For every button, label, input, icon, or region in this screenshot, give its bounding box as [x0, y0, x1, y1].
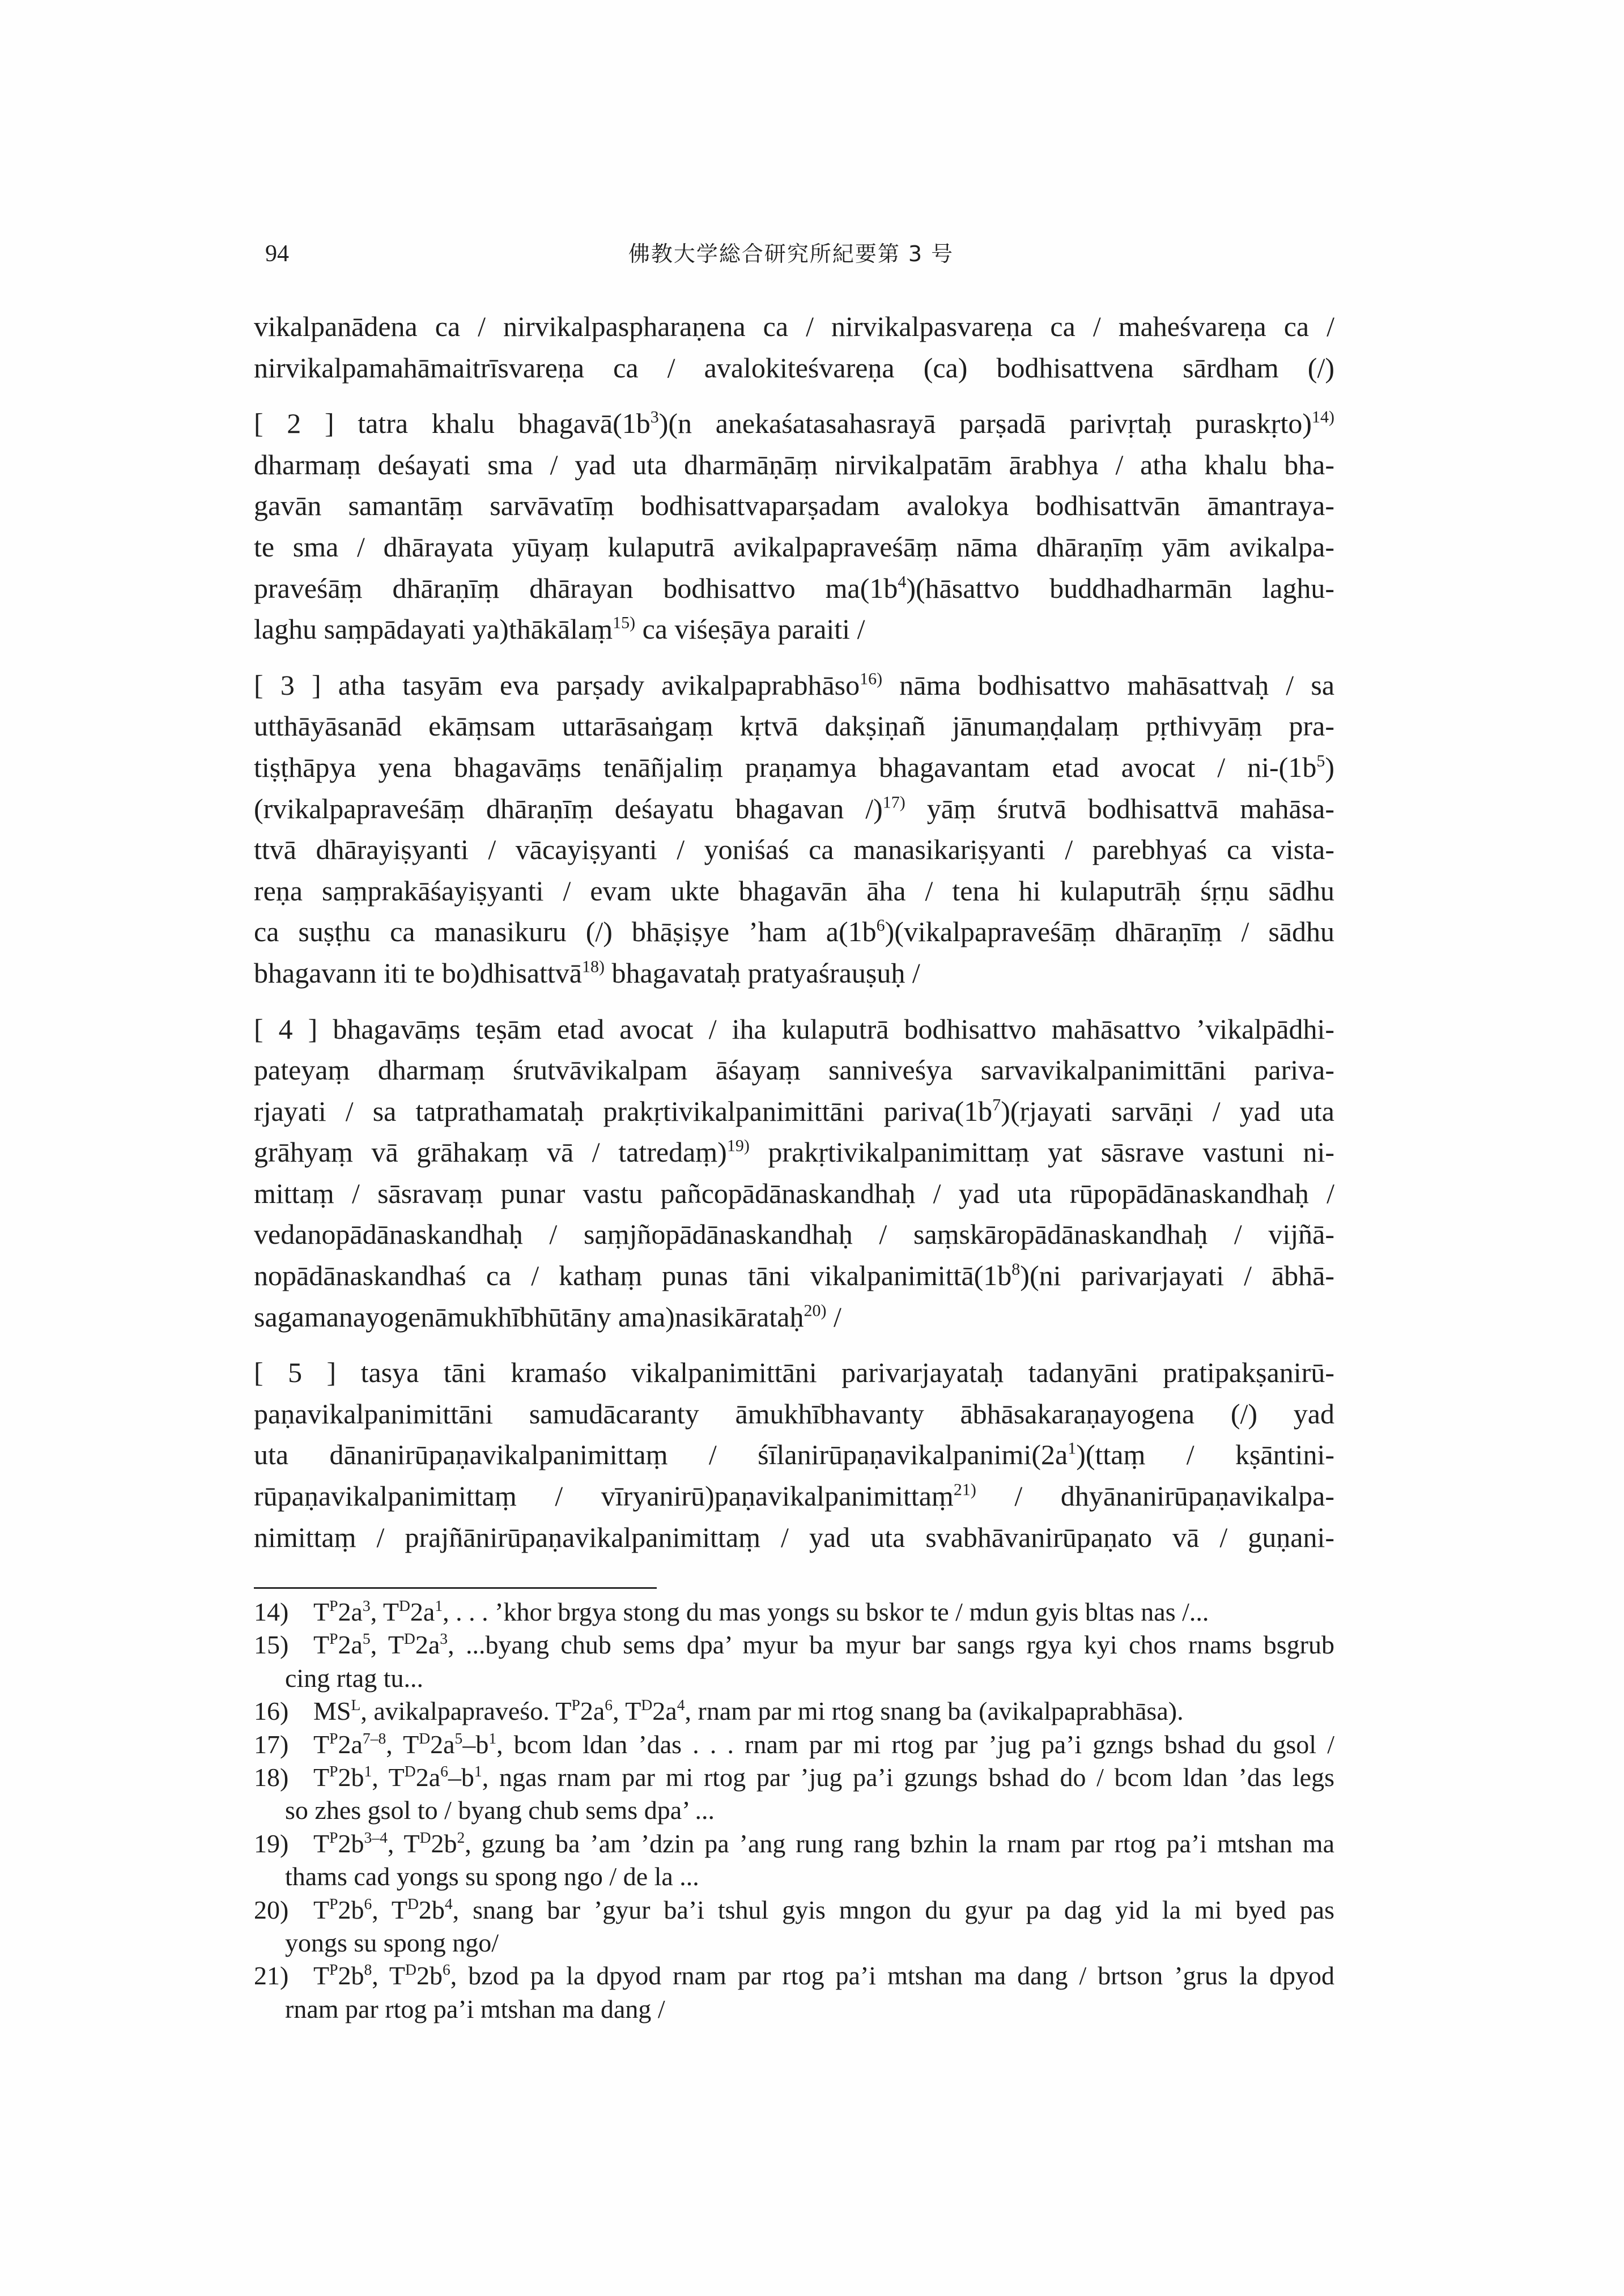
text-run: 2b: [338, 1895, 364, 1924]
superscript: D: [404, 1762, 416, 1780]
text-line: [254, 1434, 1334, 1476]
text-run: , T: [370, 1630, 404, 1660]
footnote-text: [285, 1596, 1334, 1629]
text-run: 2b: [338, 1961, 364, 1991]
text-line: [254, 1173, 1334, 1214]
superscript: 20): [804, 1301, 827, 1320]
text-line: [254, 347, 1334, 389]
footnote-rule: [254, 1587, 657, 1589]
text-run: grāhyaṃ vā grāhakaṃ vā / tatredaṃ): [254, 1136, 727, 1168]
footnote-text: [285, 1894, 1334, 1960]
text-run: so zhes gsol to / byang chub sems dpa’ ...: [285, 1796, 715, 1825]
superscript: P: [329, 1762, 338, 1780]
superscript: 2: [457, 1828, 465, 1846]
text-line: [254, 1352, 1334, 1393]
footnote-line: [285, 1993, 1334, 2026]
text-line: [254, 306, 1334, 347]
page-number: 94: [265, 241, 289, 267]
superscript: P: [329, 1894, 338, 1912]
footnote-number: 19): [254, 1829, 289, 1858]
text-run: prakṛtivikalpanimittaṃ yat sāsrave vastuni ni-: [749, 1136, 1334, 1168]
superscript: 1: [488, 1729, 497, 1747]
text-line: [254, 1255, 1334, 1296]
superscript: 1: [1068, 1439, 1077, 1458]
footnote-line: [285, 1728, 1334, 1761]
superscript: 14): [1312, 407, 1334, 427]
footnote-line: [285, 1761, 1334, 1794]
text-run: [ 3 ] atha tasyām eva parṣady avikalpaprabhāso: [254, 669, 860, 701]
text-line: [254, 870, 1334, 912]
text-run: ttvā dhārayiṣyanti / vācayiṣyanti / yoniśaś ca manasikariṣyanti / parebhyaś ca vista-: [254, 834, 1334, 866]
text-run: 2a: [430, 1729, 455, 1759]
footnote: [254, 1629, 1334, 1695]
paragraph: [254, 1352, 1334, 1558]
text-run: sagamanayogenāmukhībhūtāny ama)nasikārataḥ: [254, 1300, 804, 1333]
text-run: paṇavikalpanimittāni samudācaranty āmukhībhavanty ābhāsakaraṇayogena (/) yad: [254, 1397, 1334, 1430]
text-run: 2b: [338, 1762, 364, 1792]
superscript: 3: [362, 1596, 371, 1614]
text-run: , ngas rnam par mi rtog par ’jug pa’i gzungs bshad do / bcom ldan ’das legs: [482, 1762, 1334, 1792]
text-run: nirvikalpamahāmaitrīsvareṇa ca / avalokiteśvareṇa (ca) bodhisattvena sārdham (/): [254, 351, 1334, 384]
text-run: praveśāṃ dhāraṇīṃ dhārayan bodhisattvo ma(1b: [254, 572, 898, 604]
superscript: 4: [444, 1894, 453, 1912]
text-run: pateyaṃ dharmaṃ śrutvāvikalpam āśayaṃ sanniveśya sarvavikalpanimittāni pariva-: [254, 1054, 1334, 1086]
text-line: [254, 829, 1334, 870]
text-run: , bcom ldan ’das . . . rnam par mi rtog par ’jug pa’i gzngs bshad du gsol /: [496, 1729, 1334, 1759]
text-run: T: [313, 1762, 330, 1792]
text-run: 2b: [418, 1895, 445, 1924]
paragraph: [254, 306, 1334, 388]
text-run: , gzung ba ’am ’dzin pa ’ang rung rang bzhin la rnam par rtog pa’i mtshan ma: [465, 1829, 1334, 1858]
text-run: nāma bodhisattvo mahāsattvaḥ / sa: [882, 669, 1335, 701]
text-run: utthāyāsanād ekāṃsam uttarāsaṅgaṃ kṛtvā dakṣiṇañ jānumaṇḍalaṃ pṛthivyāṃ pra-: [254, 710, 1334, 742]
text-run: MS: [313, 1697, 351, 1726]
text-line: [254, 911, 1334, 953]
superscript: 5: [1316, 751, 1325, 771]
superscript: P: [329, 1729, 338, 1747]
text-run: 2a: [338, 1597, 363, 1626]
text-run: )(ni parivarjayati / ābhā-: [1020, 1260, 1334, 1292]
superscript: D: [407, 1894, 419, 1912]
text-run: T: [313, 1895, 330, 1924]
text-line: [254, 705, 1334, 747]
superscript: 8: [1011, 1260, 1021, 1279]
paragraph: [254, 403, 1334, 650]
footnote-text: [285, 1695, 1334, 1728]
superscript: P: [571, 1696, 580, 1714]
superscript: D: [641, 1696, 653, 1714]
footnote-line: [285, 1695, 1334, 1728]
footnotes: [254, 1596, 1334, 2026]
footnote-number: 20): [254, 1895, 289, 1924]
superscript: 6: [605, 1696, 613, 1714]
text-line: [254, 568, 1334, 609]
text-run: , T: [613, 1697, 641, 1726]
text-run: , T: [372, 1895, 407, 1924]
text-run: T: [313, 1597, 330, 1626]
superscript: 17): [882, 792, 905, 811]
text-run: [ 2 ] tatra khalu bhagavā(1b: [254, 407, 651, 440]
footnote-text: [285, 1629, 1334, 1695]
superscript: 16): [860, 669, 883, 688]
text-run: 2b: [338, 1829, 364, 1858]
superscript: 18): [582, 957, 605, 976]
text-run: gavān samantāṃ sarvāvatīṃ bodhisattvaparṣadam avalokya bodhisattvān āmantraya-: [254, 490, 1334, 522]
footnote-text: [285, 1959, 1334, 2026]
text-run: , T: [387, 1829, 420, 1858]
text-run: dharmaṃ deśayati sma / yad uta dharmāṇāṃ nirvikalpatām ārabhya / atha khalu bha-: [254, 448, 1334, 481]
text-run: )(ttaṃ / kṣāntini-: [1076, 1439, 1334, 1471]
text-run: T: [313, 1829, 330, 1858]
superscript: 3–4: [364, 1828, 388, 1846]
text-line: [254, 1049, 1334, 1091]
footnote-number: 14): [254, 1597, 289, 1626]
superscript: 7–8: [362, 1729, 386, 1747]
text-run: –b: [448, 1762, 474, 1792]
text-run: laghu saṃpādayati ya)thākālaṃ: [254, 613, 613, 645]
superscript: 6: [440, 1762, 448, 1780]
text-run: –b: [462, 1729, 489, 1759]
text-run: ): [1325, 751, 1334, 783]
text-line: [254, 1009, 1334, 1050]
text-run: bhagavataḥ pratyaśrauṣuḥ /: [605, 956, 920, 989]
text-run: thams cad yongs su spong ngo / de la ...: [285, 1862, 699, 1891]
text-line: [254, 1132, 1334, 1173]
footnote-line: [285, 1860, 1334, 1893]
superscript: D: [398, 1596, 410, 1614]
superscript: 6: [442, 1961, 450, 1979]
superscript: 4: [898, 572, 907, 591]
footnote-number: 16): [254, 1697, 289, 1726]
text-run: T: [313, 1630, 330, 1660]
footnote-number: 18): [254, 1762, 289, 1792]
text-run: rjayati / sa tatprathamataḥ prakṛtivikalpanimittāni pariva(1b: [254, 1095, 993, 1127]
text-line: [254, 665, 1334, 706]
text-run: [ 5 ] tasya tāni kramaśo vikalpanimittāni parivarjayataḥ tadanyāni pratipakṣanirū-: [254, 1357, 1334, 1389]
footnote-number: 17): [254, 1729, 289, 1759]
text-run: )(rjayati sarvāṇi / yad uta: [1001, 1095, 1334, 1127]
text-run: T: [313, 1961, 330, 1991]
text-run: ca suṣṭhu ca manasikuru (/) bhāṣiṣye ’ham a(1b: [254, 916, 877, 948]
text-run: 2b: [416, 1961, 443, 1991]
text-line: [254, 444, 1334, 486]
superscript: 1: [364, 1762, 372, 1780]
footnote: [254, 1894, 1334, 1960]
text-run: , . . . ’khor brgya stong du mas yongs su bskor te / mdun gyis bltas nas /...: [443, 1597, 1209, 1626]
footnote-line: [285, 1794, 1334, 1827]
footnote-text: [285, 1827, 1334, 1894]
text-run: 2b: [431, 1829, 457, 1858]
text-run: , avikalpapraveśo. T: [360, 1697, 572, 1726]
text-run: 2a: [415, 1762, 441, 1792]
text-run: reṇa saṃprakāśayiṣyanti / evam ukte bhagavān āha / tena hi kulaputrāḥ śṛṇu sādhu: [254, 874, 1334, 907]
text-line: [254, 526, 1334, 568]
text-line: [254, 747, 1334, 788]
superscript: 1: [435, 1596, 443, 1614]
text-run: / dhyānanirūpaṇavikalpa-: [976, 1480, 1334, 1512]
footnote-line: [285, 1827, 1334, 1860]
text-run: 2a: [652, 1697, 677, 1726]
text-run: , ...byang chub sems dpa’ myur ba myur bar sangs rgya kyi chos rnams bsgrub: [448, 1630, 1334, 1660]
superscript: 1: [474, 1762, 482, 1780]
footnote: [254, 1596, 1334, 1629]
text-run: nimittaṃ / prajñānirūpaṇavikalpanimittaṃ / yad uta svabhāvanirūpaṇato vā / guṇani-: [254, 1521, 1334, 1553]
text-run: ca viśeṣāya paraiti /: [635, 613, 865, 645]
body-text: [254, 306, 1334, 1558]
text-line: [254, 1476, 1334, 1517]
footnote-line: [285, 1894, 1334, 1927]
text-run: )(hāsattvo buddhadharmān laghu-: [906, 572, 1334, 604]
text-run: nopādānaskandhaś ca / kathaṃ punas tāni vikalpanimittā(1b: [254, 1260, 1012, 1292]
text-run: rnam par rtog pa’i mtshan ma dang /: [285, 1994, 665, 2023]
text-run: 2a: [338, 1630, 363, 1660]
superscript: 4: [677, 1696, 685, 1714]
superscript: 6: [364, 1894, 372, 1912]
superscript: 15): [613, 613, 636, 632]
text-line: [254, 1517, 1334, 1558]
footnote-line: [285, 1596, 1334, 1629]
superscript: 7: [992, 1095, 1001, 1115]
text-line: [254, 1214, 1334, 1255]
footnote-line: [285, 1629, 1334, 1661]
paragraph: [254, 665, 1334, 994]
footnote: [254, 1695, 1334, 1728]
footnote: [254, 1728, 1334, 1761]
footnote: [254, 1827, 1334, 1894]
text-line: [254, 1296, 1334, 1338]
footnote-text: [285, 1728, 1334, 1761]
superscript: 5: [454, 1729, 463, 1747]
text-run: /: [826, 1300, 841, 1333]
text-run: vikalpanādena ca / nirvikalpaspharaṇena ca / nirvikalpasvareṇa ca / maheśvareṇa ca /: [254, 311, 1334, 342]
text-line: [254, 953, 1334, 994]
text-run: 2a: [410, 1597, 435, 1626]
text-run: , snang bar ’gyur ba’i tshul gyis mngon du gyur pa dag yid la mi byed pas: [452, 1895, 1334, 1924]
text-run: cing rtag tu...: [285, 1663, 423, 1693]
text-run: 2a: [415, 1630, 440, 1660]
text-run: )(vikalpapraveśāṃ dhāraṇīṃ / sādhu: [885, 916, 1334, 948]
footnote: [254, 1761, 1334, 1827]
footnote-line: [285, 1927, 1334, 1959]
superscript: D: [403, 1630, 415, 1648]
text-run: 2a: [580, 1697, 605, 1726]
text-run: (rvikalpapraveśāṃ dhāraṇīṃ deśayatu bhagavan /): [254, 792, 883, 824]
superscript: 3: [440, 1630, 448, 1648]
superscript: 8: [364, 1961, 372, 1979]
superscript: 21): [953, 1480, 976, 1499]
text-run: , rnam par mi rtog snang ba (avikalpaprabhāsa).: [685, 1697, 1184, 1726]
paragraph: [254, 1009, 1334, 1338]
superscript: D: [405, 1961, 416, 1979]
text-run: yongs su spong ngo/: [285, 1928, 499, 1957]
text-run: uta dānanirūpaṇavikalpanimittaṃ / śīlanirūpaṇavikalpanimi(2a: [254, 1439, 1068, 1471]
superscript: 19): [726, 1136, 750, 1155]
running-title: 佛教大学総合研究所紀要第 3 号: [628, 241, 954, 266]
text-run: [ 4 ] bhagavāṃs teṣām etad avocat / iha kulaputrā bodhisattvo mahāsattvo ’vikalpādhi-: [254, 1013, 1334, 1045]
superscript: D: [419, 1828, 431, 1846]
text-line: [254, 485, 1334, 526]
text-run: tiṣṭhāpya yena bhagavāṃs tenāñjaliṃ praṇamya bhagavantam etad avocat / ni-(1b: [254, 751, 1317, 783]
superscript: D: [419, 1729, 431, 1747]
footnote-text: [285, 1761, 1334, 1827]
text-run: mittaṃ / sāsravaṃ punar vastu pañcopādānaskandhaḥ / yad uta rūpopādānaskandhaḥ /: [254, 1177, 1334, 1209]
footnote-number: 21): [254, 1961, 289, 1991]
superscript: P: [329, 1596, 338, 1614]
text-run: 2a: [338, 1729, 363, 1759]
text-run: )(n anekaśatasahasrayā parṣadā parivṛtaḥ puraskṛto): [658, 407, 1312, 440]
footnote-line: [285, 1662, 1334, 1695]
superscript: P: [329, 1630, 338, 1648]
text-run: , T: [370, 1597, 399, 1626]
text-line: [254, 788, 1334, 830]
footnote-number: 15): [254, 1630, 289, 1660]
superscript: 6: [876, 916, 885, 935]
text-run: bhagavann iti te bo)dhisattvā: [254, 956, 583, 989]
superscript: L: [351, 1696, 361, 1714]
footnote-line: [285, 1959, 1334, 1992]
text-run: , T: [372, 1961, 406, 1991]
superscript: 3: [650, 407, 659, 427]
footnote: [254, 1959, 1334, 2026]
text-run: rūpaṇavikalpanimittaṃ / vīryanirū)paṇavikalpanimittaṃ: [254, 1480, 954, 1512]
text-run: , T: [372, 1762, 405, 1792]
text-line: [254, 1091, 1334, 1132]
superscript: 5: [362, 1630, 371, 1648]
text-run: , T: [386, 1729, 419, 1759]
text-line: [254, 1393, 1334, 1435]
text-run: , bzod pa la dpyod rnam par rtog pa’i mtshan ma dang / brtson ’grus la dpyod: [450, 1961, 1334, 1991]
text-run: yāṃ śrutvā bodhisattvā mahāsa-: [905, 792, 1334, 824]
text-run: te sma / dhārayata yūyaṃ kulaputrā avikalpapraveśāṃ nāma dhāraṇīṃ yām avikalpa-: [254, 530, 1334, 563]
text-run: T: [313, 1729, 330, 1759]
text-line: [254, 403, 1334, 444]
superscript: P: [329, 1961, 338, 1979]
superscript: P: [329, 1828, 338, 1846]
text-line: [254, 609, 1334, 650]
text-run: vedanopādānaskandhaḥ / saṃjñopādānaskandhaḥ / saṃskāropādānaskandhaḥ / vijñā-: [254, 1218, 1334, 1251]
